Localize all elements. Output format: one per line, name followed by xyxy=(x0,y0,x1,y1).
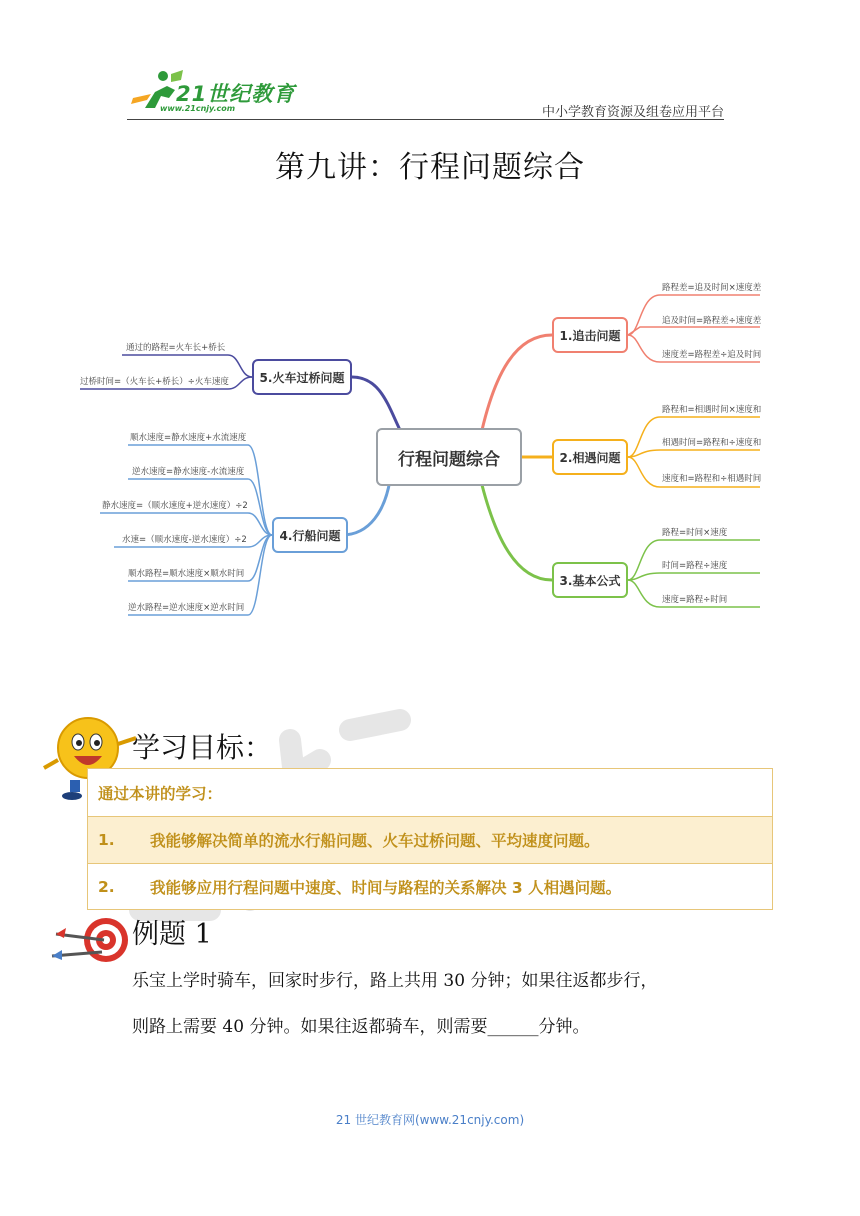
goal-text: 我能够应用行程问题中速度、时间与路程的关系解决 3 人相遇问题。 xyxy=(150,878,622,897)
branch-node-train: 5.火车过桥问题 xyxy=(252,359,352,395)
branch-node-meet: 2.相遇问题 xyxy=(552,439,628,475)
logo-url: www.21cnjy.com xyxy=(160,104,236,113)
page-footer: 21 世纪教育网(www.21cnjy.com) xyxy=(335,1113,525,1127)
logo-text: 21世纪教育 xyxy=(176,82,296,106)
goal-number: 2. xyxy=(98,877,115,896)
goal-item xyxy=(88,816,772,863)
leaf-meet-0: 路程和=相遇时间×速度和 xyxy=(662,405,762,415)
example-title: 例题 1 xyxy=(132,919,212,950)
branch-node-boat: 4.行船问题 xyxy=(272,517,348,553)
branch-node-chase: 1.追击问题 xyxy=(552,317,628,353)
goals-title: 学习目标： xyxy=(132,731,273,764)
mindmap xyxy=(70,265,770,625)
goals-intro: 通过本讲的学习： xyxy=(98,784,223,803)
leaf-boat-5: 逆水路程=逆水速度×逆水时间 xyxy=(128,603,245,613)
leaf-basic-2: 速度=路程÷时间 xyxy=(662,595,728,605)
leaf-meet-2: 速度和=路程和÷相遇时间 xyxy=(662,474,762,484)
page-title: 第九讲：行程问题综合 xyxy=(275,150,585,185)
goal-text: 我能够解决简单的流水行船问题、火车过桥问题、平均速度问题。 xyxy=(150,832,600,850)
leaf-boat-4: 顺水路程=顺水速度×顺水时间 xyxy=(128,569,245,579)
leaf-chase-2: 速度差=路程差÷追及时间 xyxy=(662,350,762,360)
leaf-chase-0: 路程差=追及时间×速度差 xyxy=(662,283,762,293)
mindmap-center-node: 行程问题综合 xyxy=(376,428,522,486)
example-text-line-2: 则路上需要 40 分钟。如果往返都骑车，则需要______分钟。 xyxy=(132,1017,590,1037)
leaf-boat-1: 逆水速度=静水速度-水流速度 xyxy=(132,467,245,477)
leaf-chase-1: 追及时间=路程差÷速度差 xyxy=(662,316,762,326)
goals-table xyxy=(87,768,773,910)
leaf-basic-0: 路程=时间×速度 xyxy=(662,528,728,538)
goal-item xyxy=(88,863,772,909)
leaf-basic-1: 时间=路程÷速度 xyxy=(662,561,728,571)
leaf-train-1: 过桥时间=（火车长+桥长）÷火车速度 xyxy=(80,377,229,387)
branch-node-basic: 3.基本公式 xyxy=(552,562,628,598)
dart-target-icon xyxy=(48,912,130,972)
goal-number: 1. xyxy=(98,831,115,849)
platform-tagline: 中小学教育资源及组卷应用平台 xyxy=(541,105,724,120)
leaf-boat-0: 顺水速度=静水速度+水流速度 xyxy=(130,433,247,443)
leaf-boat-2: 静水速度=（顺水速度+逆水速度）÷2 xyxy=(102,501,248,511)
leaf-train-0: 通过的路程=火车长+桥长 xyxy=(126,343,226,353)
example-text-line-1: 乐宝上学时骑车，回家时步行，路上共用 30 分钟；如果往返都步行， xyxy=(132,971,658,991)
header-divider xyxy=(127,119,724,120)
leaf-boat-3: 水速=（顺水速度-逆水速度）÷2 xyxy=(122,535,247,545)
leaf-meet-1: 相遇时间=路程和÷速度和 xyxy=(662,438,762,448)
